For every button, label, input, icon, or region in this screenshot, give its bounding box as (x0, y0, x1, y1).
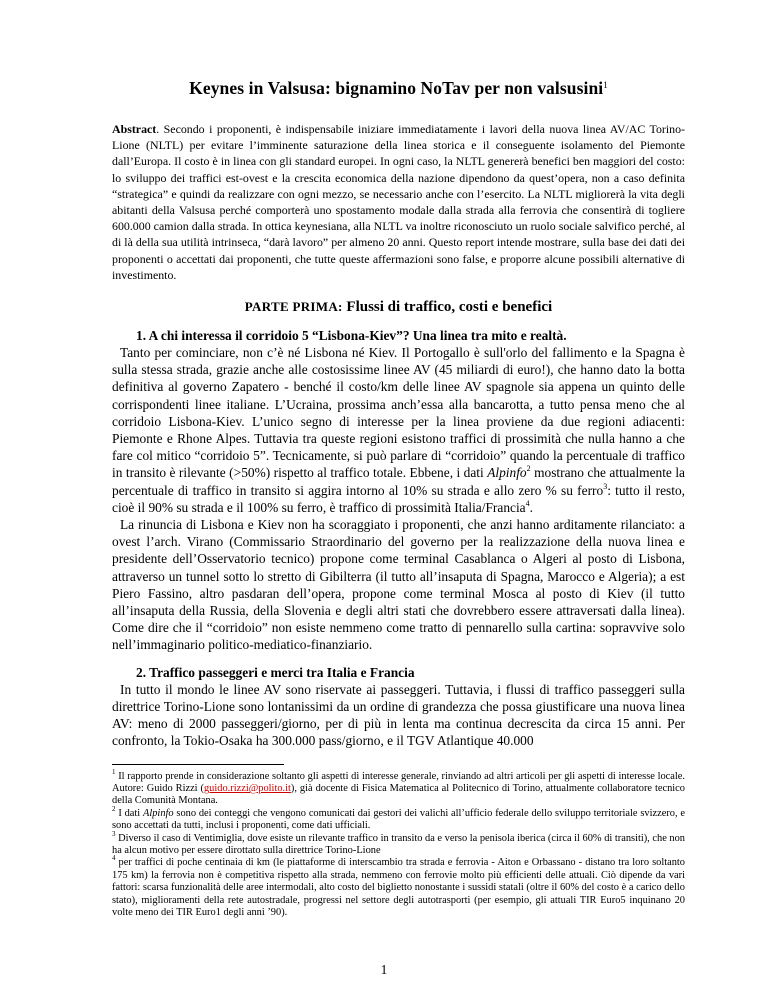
section-1-paragraph-1: Tanto per cominciare, non c’è né Lisbona né Kiev. Il Portogallo è sull'orlo del fallimento e la Spagna è sulla stessa strada, grazie anche alle costosissime linee AV (45 miliardi di euro!), che hanno dato la botta definitiva al governo Zapatero - benché il costo/km delle linee AV spagnole sia appena un quinto delle corrispondenti linee italiane. L’Ucraina, prossima anch’essa alla bancarotta, a tutto pensa meno che al corridoio Lisbona-Kiev. L’unico segno di interesse per la linea proviene da due regioni adiacenti: Piemonte e Rhone Alpes. Tuttavia tra queste regioni esistono traffici di prossimità che nulla hanno a che fare col mitico “corridoio 5”. Tecnicamente, si può parlare di “corridoio” quando la percentuale di traffico in transito è rilevante (>50%) rispetto al traffico totale. Ebbene, i dati Alpinfo$^2$ mostrano che attualmente la percentuale di traffico in transito si aggira intorno al 10% su strada e allo zero % su ferro$^3$: tutto il resto, cioè il 90% su strada e il 100% su ferro, è traffico di prossimità Italia/Francia$^4$. (112, 345, 685, 515)
section-1-paragraph-2: La rinuncia di Lisbona e Kiev non ha scoraggiato i proponenti, che anzi hanno arditamente rilanciato: a ovest l’arch. Virano (Commissario Straordinario del governo per la realizzazione della nuova linea e presidente dell’Osservatorio tecnico) propone come terminal Casablanca o Algeri al posto di Lisbona, attraverso un tunnel sotto lo stretto di Gibilterra (il tutto all’insaputa di Spagna, Marocco e Algeria); a est Piero Fassino, altro pasdaran dell’opera, propone come terminal Mosca al posto di Kiev (il tutto all’insaputa della Russia, della Slovenia e degli altri stati che dovrebbero essere attraversati dalla linea). Come dire che il “corridoio” non esiste nemmeno come tratto di pennarello sulla cartina: sopravvive solo nell’immaginario politico-mediatico-finanziario. (112, 517, 685, 653)
section-2-paragraph-1: In tutto il mondo le linee AV sono riservate ai passeggeri. Tuttavia, i flussi di traffico passeggeri sulla direttrice Torino-Lione sono lontanissimi da un ordine di grandezza che possa giustificare una nuova linea AV: meno di 2000 passeggeri/giorno, per di più in lenta ma continua decrescita da circa 15 anni. Per confronto, la Tokio-Osaka ha 300.000 pass/giorno, e il TGV Atlantique 40.000 (112, 681, 685, 749)
footnotes (112, 767, 685, 920)
abstract (112, 121, 685, 283)
part-label: PARTE PRIMA: (244, 299, 343, 315)
part-title: Flussi di traffico, costi e benefici (342, 299, 553, 316)
footnote-1: $^1$ Il rapporto prende in considerazione soltanto gli aspetti di interesse generale, rinviando ad altri articoli per gli aspetti di interesse locale. Autore: Guido Rizzi (guido.rizzi@polito.it), già docente di Fisica Matematica al Politecnico di Torino, attualmente collaboratore tecnico della Comunità Montana. (112, 767, 685, 807)
footnote-4: $^4$ per traffici di poche centinaia di km (le piattaforme di interscambio tra strada e ferrovia - Aiton e Orbassano - distano tra loro soltanto 175 km) la ferrovia non è competitiva rispetto alla strada, nemmeno con ferrovie molto più efficienti delle attuali. Ciò dipende da vari fattori: scarsa funzionalità delle aree intermodali, alto costo del biglietto nonostante i sussidi statali (oltre il 60% del costo è a carico dello stato), miglioramenti della rete autostradale, progressi nel settore degli autotrasporti (per esempio, gli attuali TIR Euro5 inquinano 20 volte meno dei TIR Euro1 degli anni ’90). (112, 854, 685, 918)
section-2-heading: 2. Traffico passeggeri e merci tra Italia e Francia (136, 664, 415, 680)
alpinfo-term: Alpinfo (487, 465, 527, 481)
footnote-separator (112, 764, 284, 765)
footnote-ref-4: 4 (525, 498, 530, 508)
part-heading (112, 299, 685, 316)
author-email-link[interactable]: guido.rizzi@polito.it (203, 782, 291, 794)
abstract-text: . Secondo i proponenti, è indispensabile iniziare immediatamente i lavori della nuova linea AV/AC Torino-Lione (NLTL) per evitare l’imminente saturazione della linea storica e il conseguente isolamento del Piemonte dall’Europa. Il costo è in linea con gli standard europei. In ogni caso, la NLTL genererà benefici ben maggiori del costo: lo sviluppo dei traffici est-ovest e la crescita economica della nazione dipendono da quest’opera, non a caso definita “strategica” e quindi da realizzare con ogni mezzo, se necessario anche con l’esercito. La NLTL migliorerà la vita degli abitanti della Valsusa perché comporterà uno spostamento modale dalla strada alla ferrovia che consentirà di togliere 600.000 camion dalla strada. In ottica keynesiana, alla NLTL va inoltre riconosciuto un ruolo sociale salvifico perché, al di là della sua utilità intrinseca, “darà lavoro” per almeno 20 anni. Questo report intende mostrare, sulla base dei dati dei proponenti o accettati dai proponenti, che tutte queste affermazioni sono false, e proporre alcune possibili alternative di investimento. (112, 122, 685, 282)
footnote-ref-1: 1 (603, 80, 608, 90)
footnote-ref-2: 2 (526, 464, 531, 474)
abstract-label: Abstract (112, 122, 157, 136)
footnote-2: $^2$ I dati Alpinfo sono dei conteggi che vengono comunicati dai gestori dei valichi all’ufficio federale dello sviluppo territoriale svizzero, e sono accettati da tutti, inclusi i proponenti, come dati ufficiali. (112, 804, 685, 832)
document-title: Keynes in Valsusa: bignamino NoTav per non valsusini$^1$ (189, 78, 608, 98)
footnote-3: $^3$ Diverso il caso di Ventimiglia, dove esiste un rilevante traffico in transito da e verso la penisola iberica (circa il 60% di transiti), che non ha alcun motivo per essere dirottato sulla direttrice Torino-Lione (112, 829, 685, 856)
section-1-heading: 1. A chi interessa il corridoio 5 “Lisbona-Kiev”? Una linea tra mito e realtà. (136, 328, 567, 344)
page-number: 1 (380, 962, 388, 977)
footnote-ref-3: 3 (603, 481, 608, 491)
